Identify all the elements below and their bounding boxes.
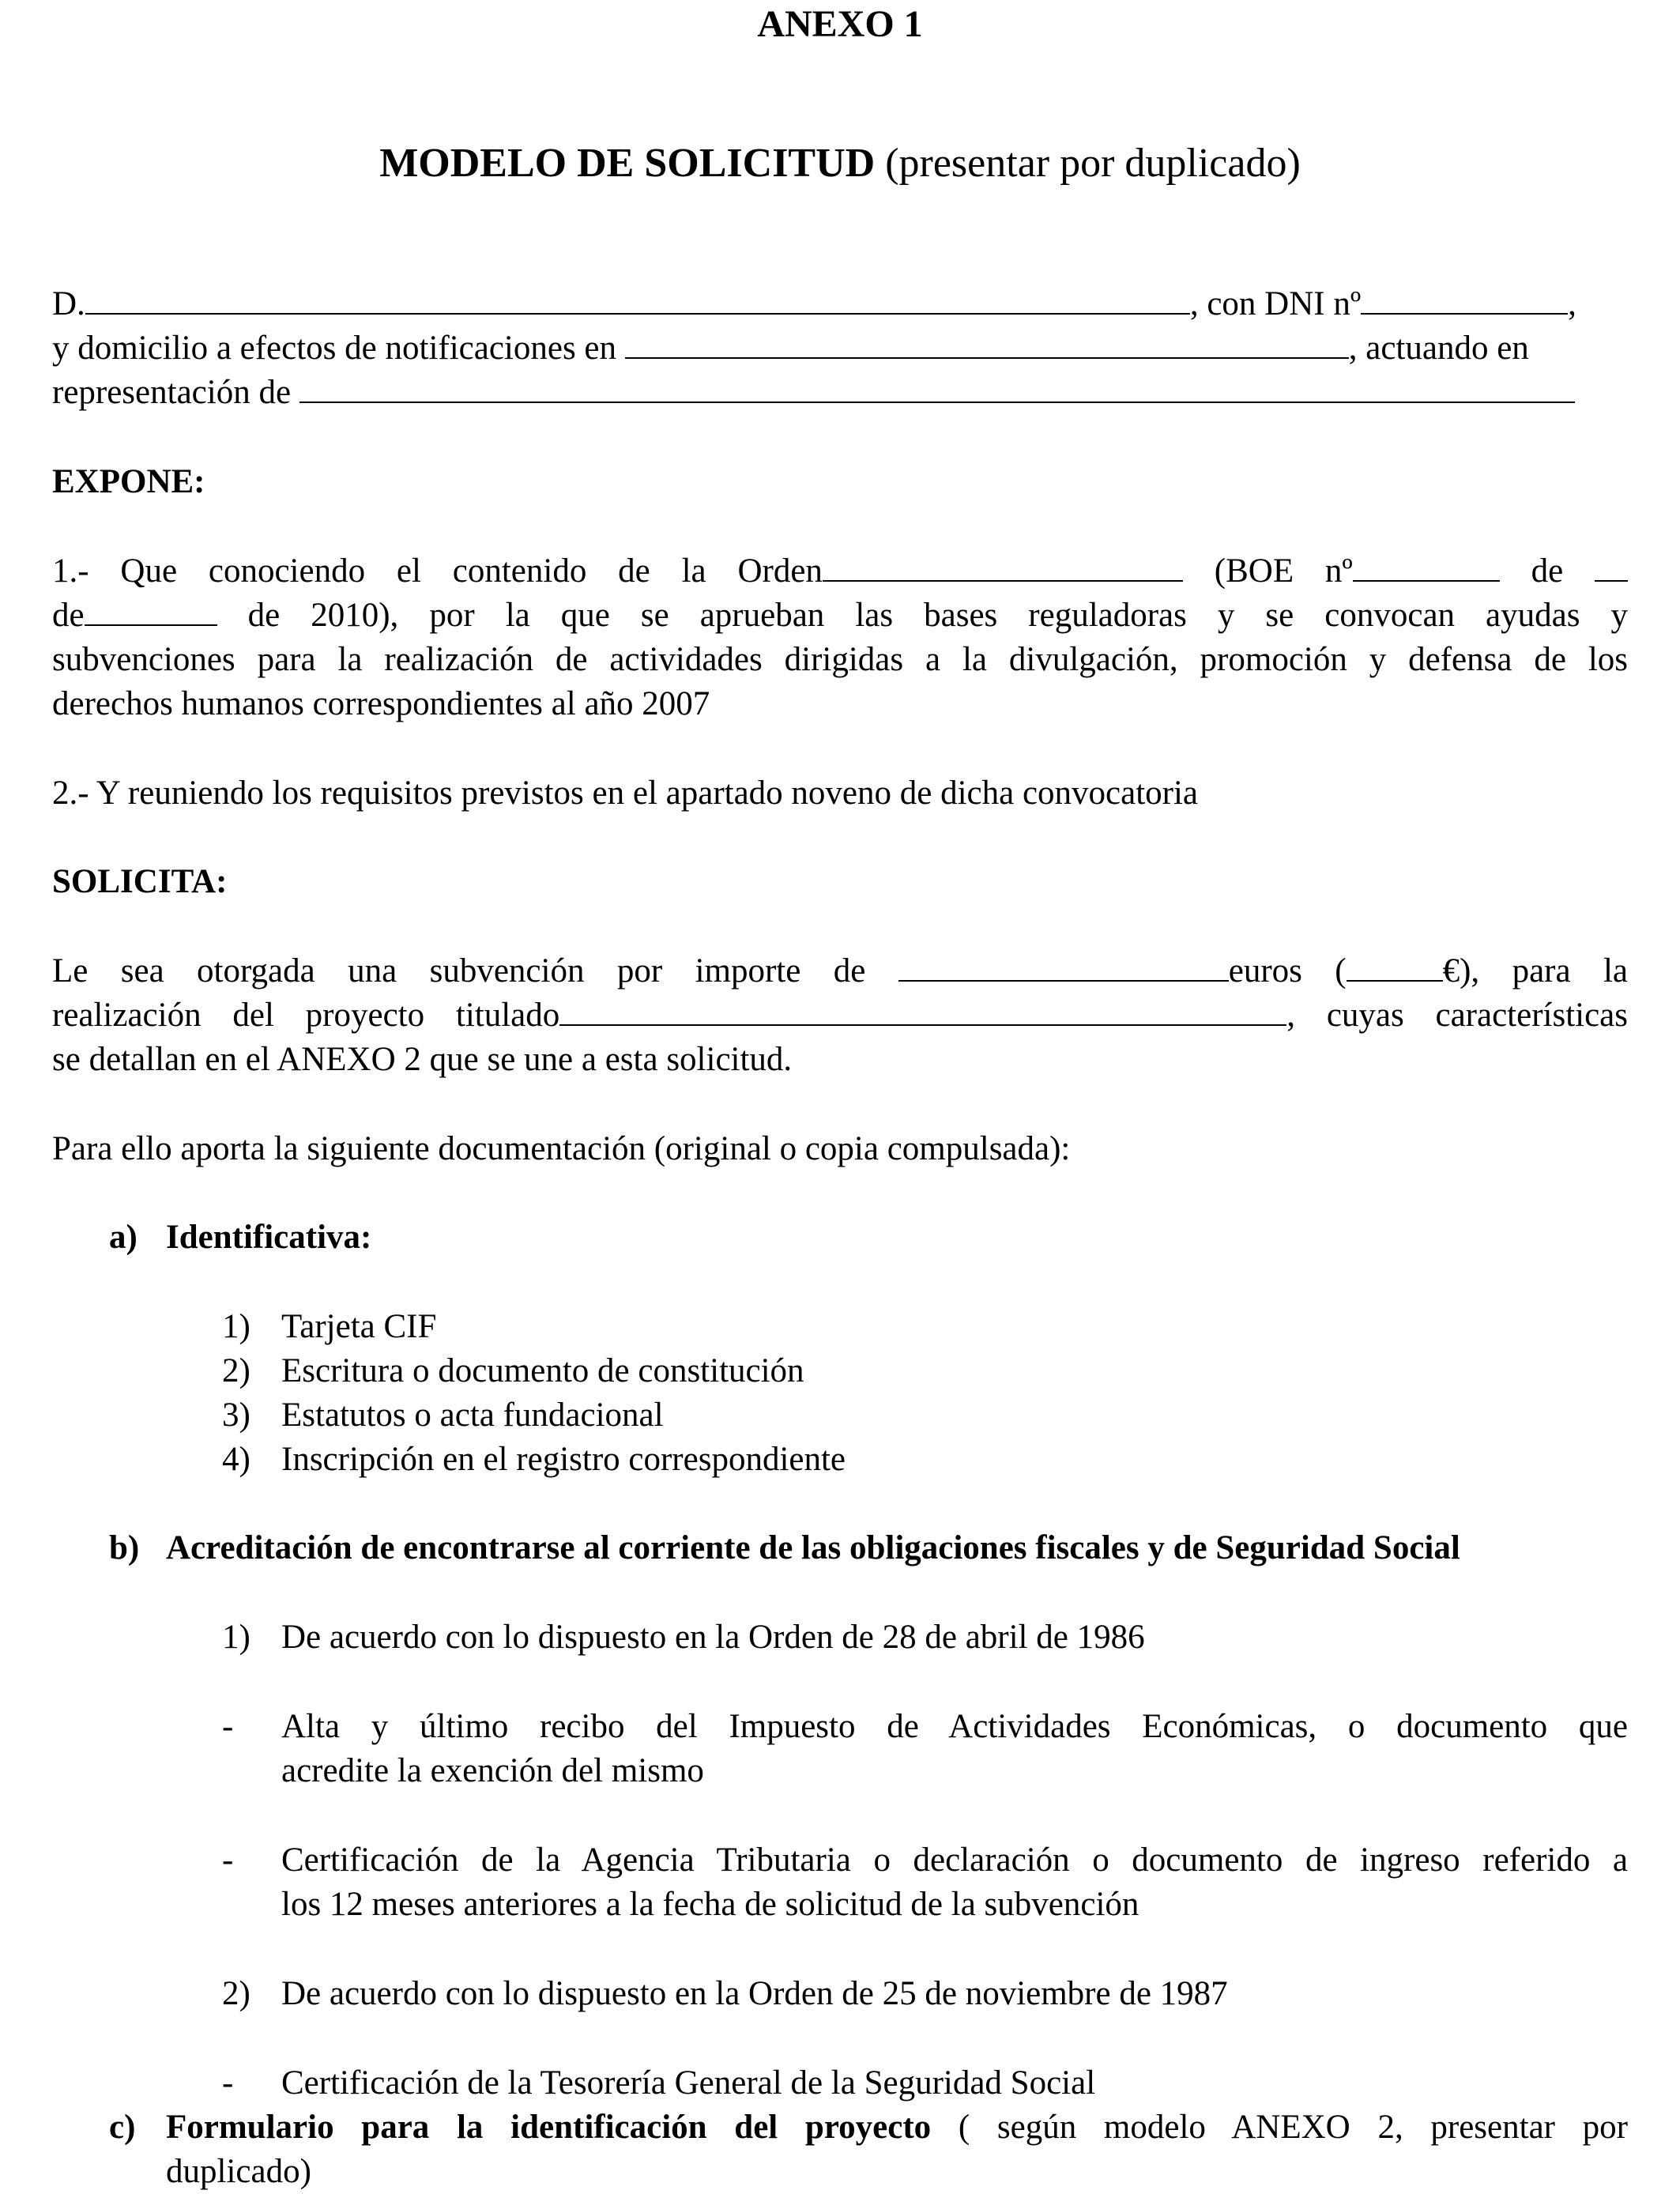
dash-item-2-line-2: los 12 meses anteriores a la fecha de solicitud de la subvención xyxy=(281,1886,1139,1923)
expone-p1-line-1 xyxy=(52,548,1628,594)
amount-number-blank[interactable] xyxy=(1347,948,1443,982)
expone-p1-line-2 xyxy=(52,593,1628,638)
solicita-heading: SOLICITA: xyxy=(52,863,228,900)
section-b-marker: b) xyxy=(109,1529,140,1566)
project-label: realización del proyecto titulado xyxy=(52,997,560,1034)
section-a-marker: a) xyxy=(109,1219,137,1256)
annex-title: ANEXO 1 xyxy=(757,3,923,45)
item-number: 4) xyxy=(222,1441,250,1478)
expone-heading: EXPONE: xyxy=(52,463,205,500)
month-blank[interactable] xyxy=(85,593,217,626)
section-c-rest: ( según modelo ANEXO 2, presentar por xyxy=(958,2109,1629,2146)
documentation-intro: Para ello aporta la siguiente documentación (original o copia compulsada): xyxy=(52,1130,1071,1167)
orden-text: 1.- Que conociendo el contenido de la Orden xyxy=(52,552,823,590)
form-title-note: (presentar por duplicado) xyxy=(885,141,1301,186)
name-blank[interactable] xyxy=(85,281,1190,315)
item-number: 2) xyxy=(222,1352,250,1389)
boe-label: (BOE nº xyxy=(1214,552,1353,590)
form-title xyxy=(0,141,1680,186)
euros-label: euros ( xyxy=(1228,952,1347,990)
dash-item-1-line-1: Alta y último recibo del Impuesto de Actividades Económicas, o documento que xyxy=(281,1708,1628,1745)
orden-continuation: de 2010), por la que se aprueban las bases reguladoras y se convocan ayudas y xyxy=(247,597,1628,634)
solicita-line-2 xyxy=(52,993,1628,1038)
euro-sign-text: €), para la xyxy=(1442,952,1629,990)
dni-label: , con DNI nº xyxy=(1189,285,1362,322)
dash-bullet: - xyxy=(222,2064,234,2102)
section-c-line-1 xyxy=(166,2105,1628,2150)
day-blank[interactable] xyxy=(1595,548,1628,582)
address-blank[interactable] xyxy=(625,326,1349,359)
representation-label: representación de xyxy=(52,374,292,411)
item-number: 1) xyxy=(222,1308,250,1345)
solicita-line-1 xyxy=(52,948,1628,993)
line-comma: , xyxy=(1568,285,1576,322)
address-label: y domicilio a efectos de notificaciones en xyxy=(52,330,617,367)
applicant-prefix: D. xyxy=(52,285,85,322)
form-title-main: MODELO DE SOLICITUD xyxy=(379,141,876,186)
dash-item-2-line-1: Certificación de la Agencia Tributaria o declaración o documento de ingreso referido a xyxy=(281,1842,1628,1879)
dash-bullet: - xyxy=(222,1708,234,1745)
boe-blank[interactable] xyxy=(1353,548,1500,582)
expone-p1-line-3: subvenciones para la realización de actividades dirigidas a la divulgación, promoción y defensa de los xyxy=(52,641,1628,678)
amount-words-blank[interactable] xyxy=(898,948,1229,982)
solicita-line-3: se detallan en el ANEXO 2 que se une a esta solicitud. xyxy=(52,1041,793,1078)
project-title-blank[interactable] xyxy=(559,993,1286,1026)
amount-label: Le sea otorgada una subvención por importe de xyxy=(52,952,866,990)
item-text: Estatutos o acta fundacional xyxy=(281,1397,664,1434)
section-c-line-2: duplicado) xyxy=(166,2153,311,2190)
item-text: De acuerdo con lo dispuesto en la Orden de 25 de noviembre de 1987 xyxy=(281,1975,1228,2012)
expone-p2: 2.- Y reuniendo los requisitos previstos en el apartado noveno de dicha convocatoria xyxy=(52,775,1199,812)
de-label: de xyxy=(1531,552,1564,590)
characteristics-label: , cuyas características xyxy=(1286,997,1628,1034)
de-month-label: de xyxy=(52,597,85,634)
section-a-title: Identificativa: xyxy=(166,1219,372,1256)
applicant-line-2 xyxy=(52,326,1628,371)
expone-p1-line-4: derechos humanos correspondientes al año 2007 xyxy=(52,685,710,722)
section-c-title: Formulario para la identificación del proyecto xyxy=(166,2109,932,2146)
dash-item-3-text: Certificación de la Tesorería General de la Seguridad Social xyxy=(281,2064,1096,2102)
applicant-line-1 xyxy=(52,281,1628,326)
item-number: 2) xyxy=(222,1975,250,2012)
dni-blank[interactable] xyxy=(1361,281,1568,315)
dash-item-1-line-2: acredite la exención del mismo xyxy=(281,1752,704,1789)
orden-blank[interactable] xyxy=(823,548,1183,582)
applicant-line-3 xyxy=(52,370,1628,415)
item-number: 3) xyxy=(222,1397,250,1434)
section-b-title: Acreditación de encontrarse al corriente de las obligaciones fiscales y de Seguridad Social xyxy=(166,1529,1460,1566)
representation-blank[interactable] xyxy=(299,370,1575,403)
section-c-marker: c) xyxy=(109,2109,136,2146)
item-text: Tarjeta CIF xyxy=(281,1308,437,1345)
item-number: 1) xyxy=(222,1619,250,1656)
item-text: Escritura o documento de constitución xyxy=(281,1352,804,1389)
item-text: De acuerdo con lo dispuesto en la Orden de 28 de abril de 1986 xyxy=(281,1619,1145,1656)
acting-label: , actuando en xyxy=(1348,330,1529,367)
dash-bullet: - xyxy=(222,1842,234,1879)
item-text: Inscripción en el registro correspondiente xyxy=(281,1441,846,1478)
